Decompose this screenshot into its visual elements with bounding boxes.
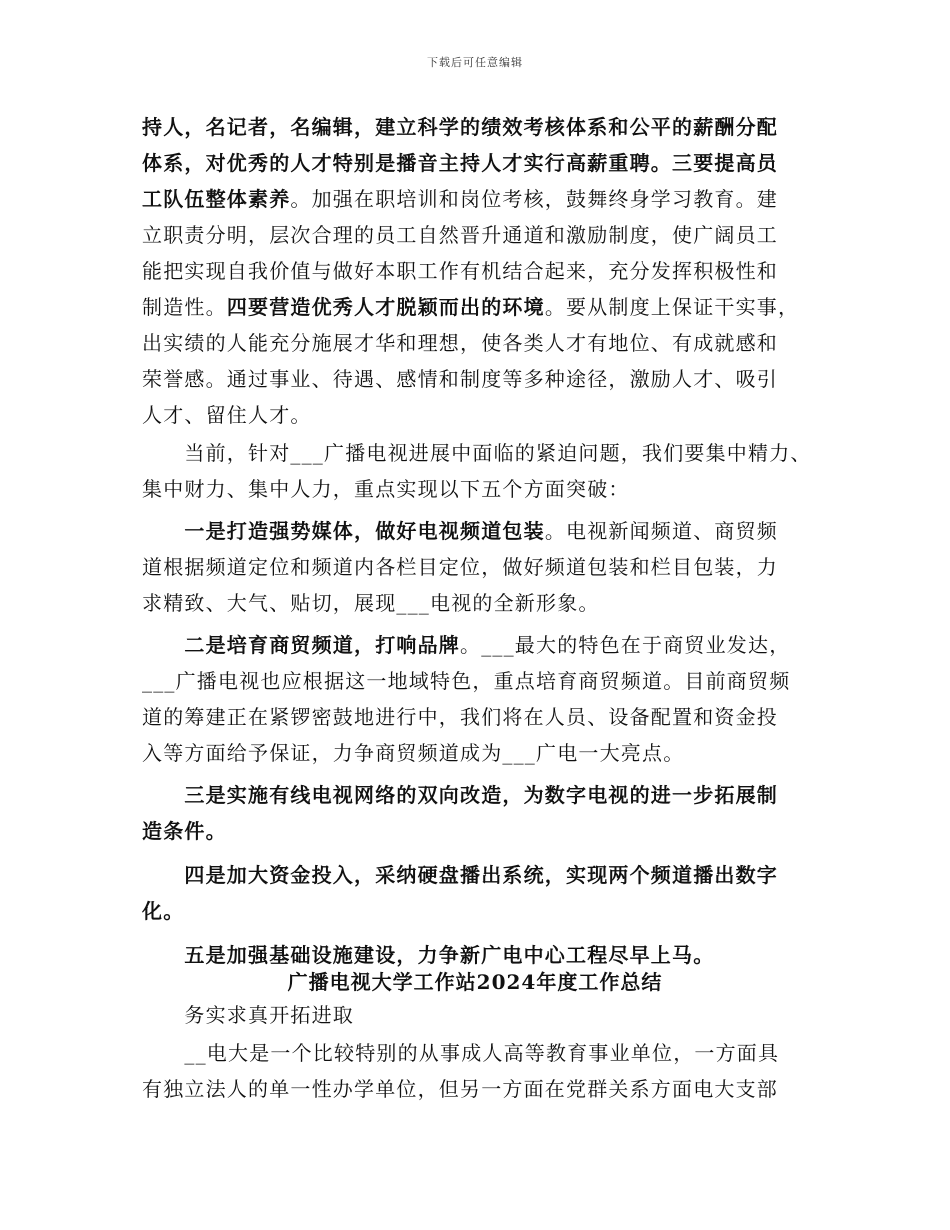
text-run: 持人，名记者，名编辑，建立科学的绩效考核体系和公平的薪酬分配 xyxy=(142,115,778,139)
text-run: 。___最大的特色在于商贸业发达， xyxy=(460,633,791,657)
text-line xyxy=(142,257,778,285)
text-run: ___广播电视也应根据这一地域特色，重点培育商贸频道。目前商贸频 xyxy=(142,669,791,693)
text-line xyxy=(142,817,227,845)
text-line xyxy=(142,781,778,809)
text-run: 。加强在职培训和岗位考核，鼓舞终身学习教育。建 xyxy=(290,187,779,211)
text-line xyxy=(142,861,778,889)
text-run: 工队伍整体素养 xyxy=(142,187,291,211)
text-run: 道根据频道定位和频道内各栏目定位，做好频道包装和栏目包装，力 xyxy=(142,555,778,579)
text-line: __电大是一个比较特别的从事成人高等教育事业单位，一方面具 xyxy=(142,1041,780,1065)
page-header: 下载后可任意编辑 xyxy=(427,56,523,69)
text-run: 荣誉感。通过事业、待遇、感情和制度等多种途径，激励人才、吸引 xyxy=(142,367,778,391)
text-run: 四要营造优秀人才脱颖而出的环境 xyxy=(226,295,545,319)
text-line xyxy=(142,553,778,581)
text-run: 五是加强基础设施建设，力争新广电中心工程尽早上马。 xyxy=(142,943,715,967)
text-line xyxy=(142,897,184,925)
text-run: 造条件。 xyxy=(142,819,227,843)
text-run: 体系，对优秀的人才特别是播音主持人才实行高薪重聘。 xyxy=(142,151,672,175)
text-line xyxy=(142,185,778,213)
text-line xyxy=(142,517,778,545)
text-line xyxy=(142,667,790,695)
text-run: 三要提高员 xyxy=(672,151,778,175)
text-run: 化。 xyxy=(142,899,185,923)
text-line: 有独立法人的单一性办学单位，但另一方面在党群关系方面电大支部 xyxy=(142,1077,778,1101)
text-line xyxy=(142,631,790,659)
text-run: 一是打造强势媒体，做好电视频道包装 xyxy=(142,519,545,543)
text-run: 当前，针对___广播电视进展中面临的紧迫问题，我们要集中精力、 xyxy=(142,441,812,465)
text-run: 。要从制度上保证干实事， xyxy=(544,295,800,319)
text-line xyxy=(142,941,714,969)
text-line xyxy=(142,401,312,429)
text-run: 立职责分明，层次合理的员工自然晋升通道和激励制度，使广阔员工 xyxy=(142,223,778,247)
text-line: 务实求真开拓进取 xyxy=(142,1003,354,1027)
text-line xyxy=(142,329,778,357)
text-run: 三是实施有线电视网络的双向改造，为数字电视的进一步拓展制 xyxy=(142,783,778,807)
text-line xyxy=(142,221,778,249)
text-run: 出实绩的人能充分施展才华和理想，使各类人才有地位、有成就感和 xyxy=(142,331,778,355)
text-line xyxy=(142,475,630,503)
text-run: 四是加大资金投入，采纳硬盘播出系统，实现两个频道播出数字 xyxy=(142,863,778,887)
text-line xyxy=(142,365,778,393)
text-run: 二是培育商贸频道，打响品牌 xyxy=(142,633,460,657)
text-run: 能把实现自我价值与做好本职工作有机结合起来，充分发挥积极性和 xyxy=(142,259,778,283)
text-line xyxy=(142,703,778,731)
text-run: 入等方面给予保证，力争商贸频道成为___广电一大亮点。 xyxy=(142,741,685,765)
section-title: 广播电视大学工作站2024年度工作总结 xyxy=(287,970,663,994)
text-line xyxy=(142,589,600,617)
text-line xyxy=(142,113,778,141)
text-line xyxy=(142,439,812,467)
text-line xyxy=(142,739,684,767)
text-line xyxy=(142,293,799,321)
text-run: 道的筹建正在紧锣密鼓地进行中，我们将在人员、设备配置和资金投 xyxy=(142,705,778,729)
text-run: 集中财力、集中人力，重点实现以下五个方面突破： xyxy=(142,477,630,501)
text-run: 。电视新闻频道、商贸频 xyxy=(544,519,779,543)
text-run: 制造性。 xyxy=(142,295,227,319)
text-run: 人才、留住人才。 xyxy=(142,403,312,427)
text-run: 求精致、大气、贴切，展现___电视的全新形象。 xyxy=(142,591,600,615)
text-line xyxy=(142,149,778,177)
